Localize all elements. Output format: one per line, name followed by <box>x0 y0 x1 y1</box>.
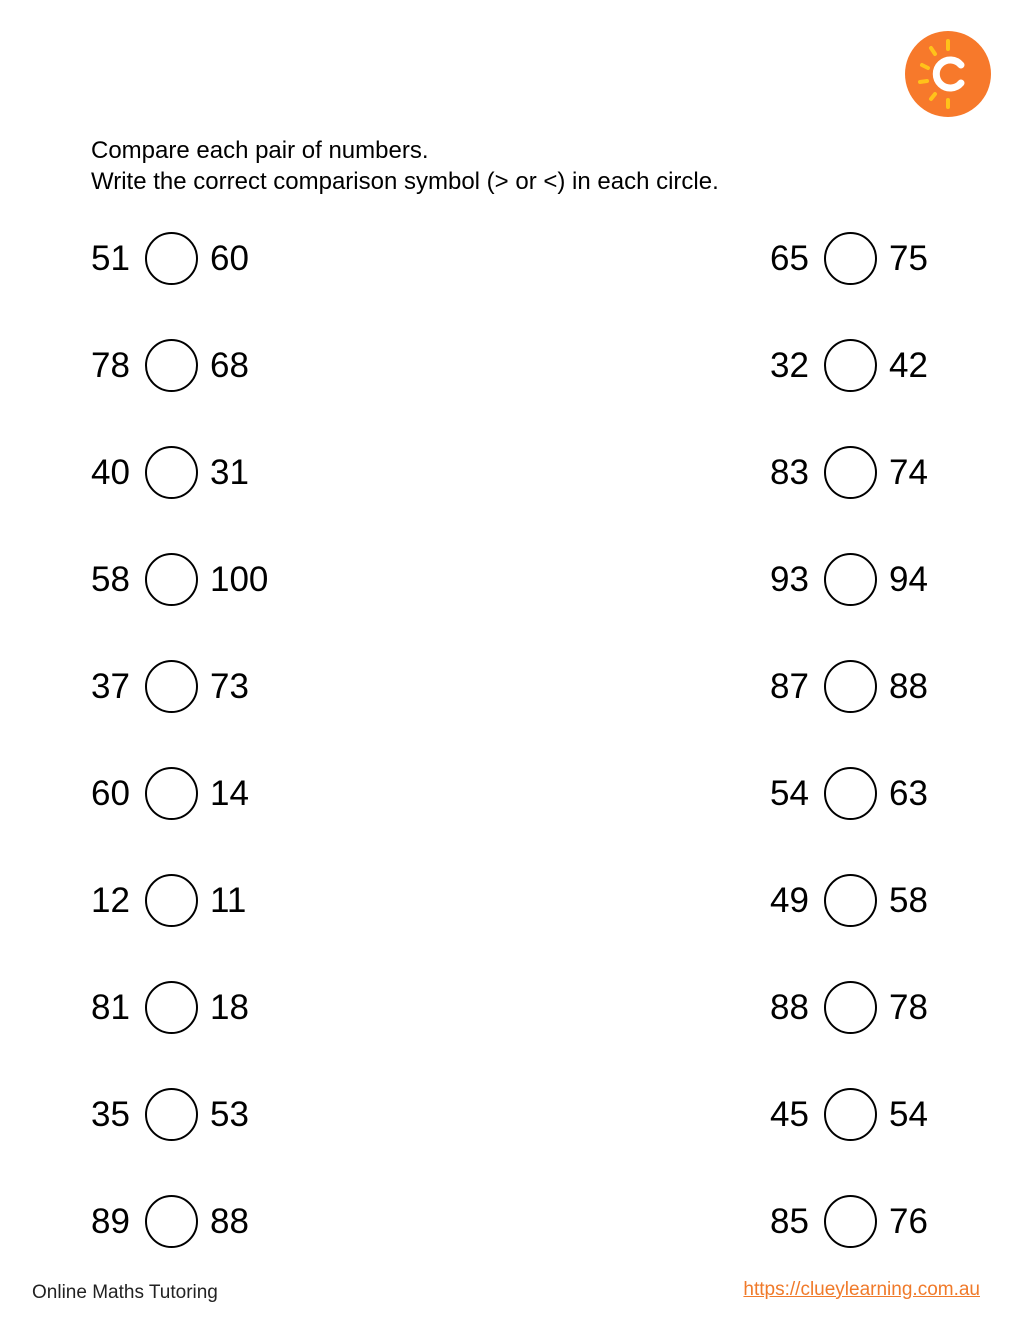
second-number: 73 <box>210 666 249 706</box>
answer-circle[interactable] <box>145 1088 198 1141</box>
answer-circle[interactable] <box>824 1088 877 1141</box>
first-number: 49 <box>770 880 809 920</box>
comparison-problem <box>770 551 928 608</box>
answer-circle[interactable] <box>145 874 198 927</box>
comparison-problem <box>91 551 268 608</box>
comparison-problem <box>770 979 928 1036</box>
right-problem-column <box>770 230 928 1250</box>
comparison-problem <box>91 658 268 715</box>
second-number: 75 <box>889 238 928 278</box>
second-number: 14 <box>210 773 249 813</box>
second-number: 88 <box>210 1201 249 1241</box>
first-number: 35 <box>91 1094 130 1134</box>
second-number: 88 <box>889 666 928 706</box>
answer-circle[interactable] <box>824 981 877 1034</box>
first-number: 54 <box>770 773 809 813</box>
first-number: 60 <box>91 773 130 813</box>
answer-circle[interactable] <box>824 339 877 392</box>
first-number: 45 <box>770 1094 809 1134</box>
instruction-line-1: Compare each pair of numbers. <box>91 137 429 164</box>
first-number: 12 <box>91 880 130 920</box>
answer-circle[interactable] <box>145 553 198 606</box>
second-number: 94 <box>889 559 928 599</box>
comparison-problem <box>91 230 268 287</box>
first-number: 37 <box>91 666 130 706</box>
answer-circle[interactable] <box>824 874 877 927</box>
first-number: 58 <box>91 559 130 599</box>
second-number: 60 <box>210 238 249 278</box>
second-number: 54 <box>889 1094 928 1134</box>
answer-circle[interactable] <box>824 553 877 606</box>
first-number: 78 <box>91 345 130 385</box>
first-number: 32 <box>770 345 809 385</box>
comparison-problem <box>770 337 928 394</box>
second-number: 76 <box>889 1201 928 1241</box>
answer-circle[interactable] <box>824 232 877 285</box>
comparison-problem <box>770 765 928 822</box>
first-number: 85 <box>770 1201 809 1241</box>
instruction-line-2: Write the correct comparison symbol (> or <) in each circle. <box>91 168 719 195</box>
first-number: 88 <box>770 987 809 1027</box>
comparison-problem <box>91 444 268 501</box>
comparison-problem <box>770 658 928 715</box>
comparison-problem <box>91 1086 268 1143</box>
first-number: 81 <box>91 987 130 1027</box>
answer-circle[interactable] <box>145 339 198 392</box>
comparison-problem <box>770 1193 928 1250</box>
first-number: 93 <box>770 559 809 599</box>
left-problem-column <box>91 230 268 1250</box>
answer-circle[interactable] <box>145 232 198 285</box>
comparison-problem <box>91 872 268 929</box>
first-number: 83 <box>770 452 809 492</box>
second-number: 53 <box>210 1094 249 1134</box>
second-number: 31 <box>210 452 249 492</box>
website-link[interactable]: https://clueylearning.com.au <box>743 1279 980 1300</box>
answer-circle[interactable] <box>145 767 198 820</box>
second-number: 74 <box>889 452 928 492</box>
first-number: 51 <box>91 238 130 278</box>
comparison-problem <box>91 337 268 394</box>
comparison-problem <box>91 979 268 1036</box>
answer-circle[interactable] <box>145 446 198 499</box>
second-number: 18 <box>210 987 249 1027</box>
first-number: 40 <box>91 452 130 492</box>
second-number: 11 <box>210 880 247 920</box>
first-number: 87 <box>770 666 809 706</box>
first-number: 89 <box>91 1201 130 1241</box>
second-number: 100 <box>210 559 269 599</box>
answer-circle[interactable] <box>145 660 198 713</box>
instructions <box>91 135 719 197</box>
answer-circle[interactable] <box>824 660 877 713</box>
comparison-problem <box>770 1086 928 1143</box>
first-number: 65 <box>770 238 809 278</box>
comparison-problem <box>91 1193 268 1250</box>
cluey-logo-icon <box>905 31 991 117</box>
answer-circle[interactable] <box>824 446 877 499</box>
answer-circle[interactable] <box>824 1195 877 1248</box>
second-number: 68 <box>210 345 249 385</box>
answer-circle[interactable] <box>824 767 877 820</box>
second-number: 42 <box>889 345 928 385</box>
comparison-problem <box>770 444 928 501</box>
second-number: 78 <box>889 987 928 1027</box>
footer-tagline: Online Maths Tutoring <box>32 1282 218 1303</box>
answer-circle[interactable] <box>145 981 198 1034</box>
comparison-problem <box>91 765 268 822</box>
answer-circle[interactable] <box>145 1195 198 1248</box>
second-number: 63 <box>889 773 928 813</box>
comparison-problem <box>770 872 928 929</box>
comparison-problem <box>770 230 928 287</box>
second-number: 58 <box>889 880 928 920</box>
